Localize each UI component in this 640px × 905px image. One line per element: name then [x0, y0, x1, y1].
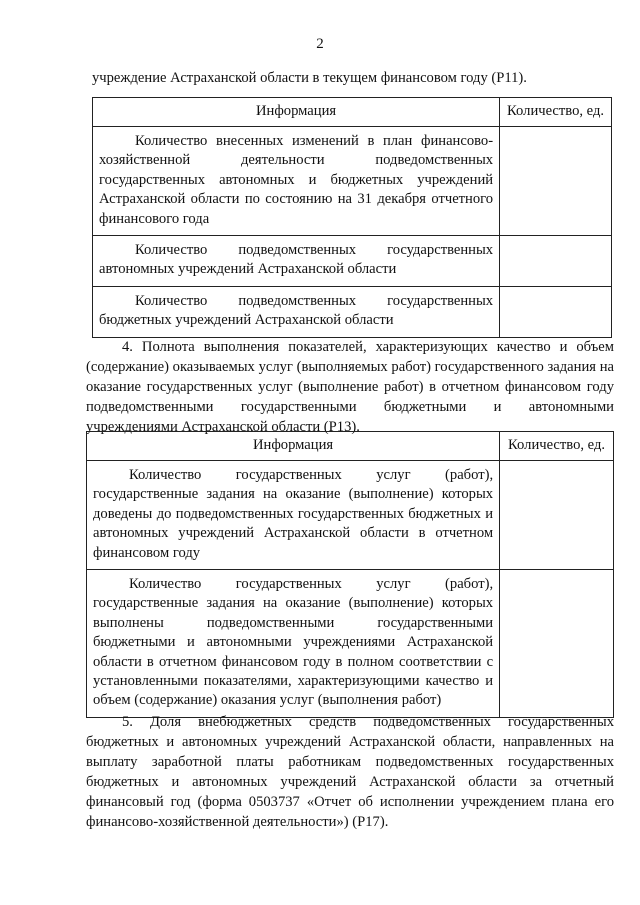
table-header-row: [93, 98, 612, 127]
paragraph-5: [86, 712, 614, 832]
table-header-row: [87, 432, 614, 461]
row-quantity: [500, 461, 614, 570]
table-1: [92, 97, 612, 338]
column-header-info: Информация: [93, 98, 500, 127]
paragraph-5-text: 5. Доля внебюджетных средств подведомственных государственных бюджетных и автономных учреждений Астраханской области, направленных на выплату заработной платы работникам подведомственных государственных бюджетных и автономных учреждений Астраханской области за отчетный финансовый год (форма 0503737 «Отчет об исполнении учреждением плана его финансово-хозяйственной деятельности») (Р17).: [86, 714, 614, 830]
page-number: 2: [316, 36, 324, 52]
row-info: Количество подведомственных государственных бюджетных учреждений Астраханской области: [99, 292, 494, 329]
column-header-info: Информация: [87, 432, 500, 461]
row-quantity: [500, 127, 612, 236]
intro-line: учреждение Астраханской области в текущем финансовом году (Р11).: [92, 70, 527, 86]
column-header-quantity: Количество, ед.: [500, 432, 614, 461]
paragraph-4-text: 4. Полнота выполнения показателей, характеризующих качество и объем (содержание) оказываемых услуг (выполняемых работ) государственного задания на оказание государственных услуг (выполнение работ) в отчетном финансовом году подведомственными государственными бюджетными и автономными учреждениями Астраханской области (Р13).: [86, 339, 614, 435]
row-info: Количество государственных услуг (работ), государственные задания на оказание (выполнение) которых доведены до подведомственных государственных бюджетных и автономных учреждений Астраханской области в отчетном финансовом году: [93, 467, 494, 561]
table-row: [93, 236, 612, 287]
table-row: [93, 127, 612, 236]
table-2: [86, 431, 614, 718]
row-quantity: [500, 570, 614, 718]
row-info: Количество подведомственных государственных автономных учреждений Астраханской области: [99, 242, 494, 278]
column-header-quantity: Количество, ед.: [500, 98, 612, 127]
table-row: [87, 461, 614, 570]
row-info: Количество внесенных изменений в план финансово-хозяйственной деятельности подведомственных государственных автономных и бюджетных учреждений Астраханской области по состоянию на 31 декабря отчетного финансового года: [99, 133, 494, 227]
table-row: [93, 286, 612, 337]
paragraph-4: [86, 337, 614, 437]
row-quantity: [500, 286, 612, 337]
table-row: [87, 570, 614, 718]
row-quantity: [500, 236, 612, 287]
row-info: Количество государственных услуг (работ), государственные задания на оказание (выполнение) которых выполнены подведомственными государственными бюджетными и автономными учреждениями Астраханской области в отчетном финансовом году в полном соответствии с установленными показателями, характеризующими качество и объем (содержание) оказания услуг (выполнения работ): [93, 576, 494, 709]
